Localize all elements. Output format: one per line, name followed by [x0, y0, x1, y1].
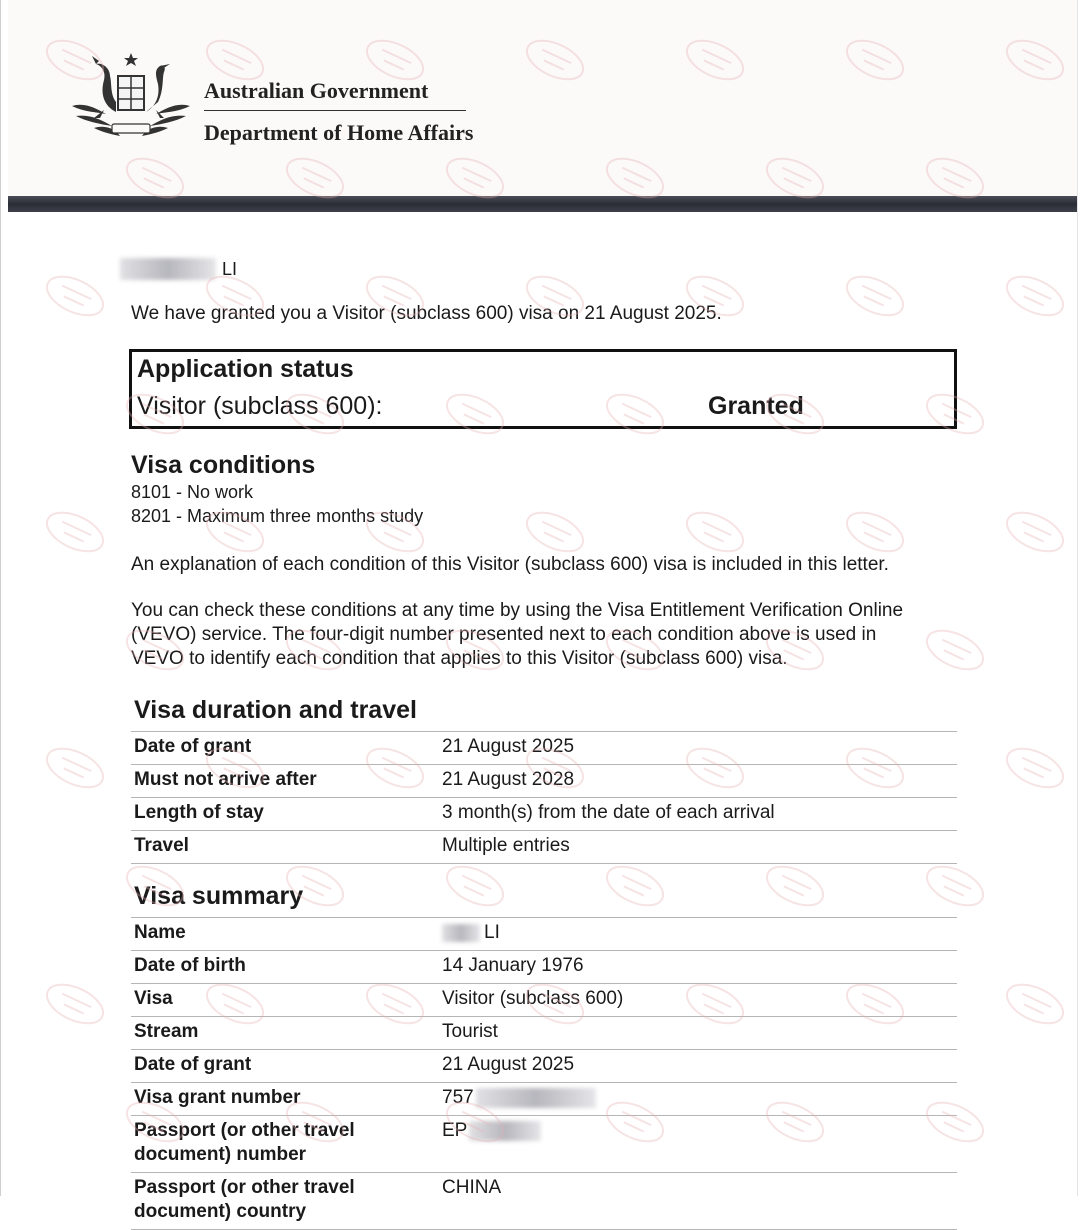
row-value: 21 August 2025: [442, 1054, 575, 1075]
passport-number-prefix: EP: [442, 1120, 468, 1141]
government-name: Australian Government: [204, 78, 429, 103]
table-row: [131, 951, 957, 984]
conditions-list: [131, 480, 423, 528]
name-surname: LI: [484, 922, 500, 943]
row-value: [436, 1116, 957, 1173]
visa-duration-heading: Visa duration and travel: [134, 696, 417, 724]
row-label: Passport (or other travel document) number: [134, 1120, 355, 1165]
watermark-mark: [41, 977, 109, 1031]
watermark-mark: [921, 623, 989, 677]
table-row: [131, 765, 957, 798]
row-value: Multiple entries: [442, 835, 570, 856]
watermark-mark: [921, 859, 989, 913]
summary-table: [131, 917, 957, 1230]
table-row: [131, 1173, 957, 1230]
row-label: Visa grant number: [134, 1087, 301, 1108]
watermark-mark: [681, 505, 749, 559]
condition-item: 8201 - Maximum three months study: [131, 506, 424, 526]
watermark-mark: [41, 505, 109, 559]
watermark-mark: [441, 859, 509, 913]
addressee-name: [120, 258, 237, 280]
row-label: Date of grant: [134, 736, 252, 757]
watermark-mark: [761, 859, 829, 913]
coat-of-arms-icon: [66, 50, 196, 148]
watermark-mark: [1001, 741, 1069, 795]
watermark-mark: [41, 269, 109, 323]
row-value: Visitor (subclass 600): [442, 988, 624, 1009]
watermark-mark: [601, 859, 669, 913]
table-row: [131, 1083, 957, 1116]
row-label: Must not arrive after: [134, 769, 317, 790]
status-value: Granted: [708, 392, 804, 420]
application-status-box: [129, 349, 957, 429]
watermark-mark: [1001, 505, 1069, 559]
letterhead-rule-bar: [8, 196, 1078, 212]
table-row: [131, 1017, 957, 1050]
row-label: Date of grant: [134, 1054, 252, 1075]
row-value: 14 January 1976: [442, 955, 584, 976]
watermark-mark: [841, 505, 909, 559]
row-label: Name: [134, 922, 186, 943]
status-visa-label: Visitor (subclass 600):: [137, 392, 383, 420]
watermark-mark: [41, 741, 109, 795]
redacted-given-name: [442, 924, 480, 942]
visa-conditions-heading: Visa conditions: [131, 451, 316, 479]
watermark-mark: [1001, 269, 1069, 323]
row-label: Visa: [134, 988, 173, 1009]
vevo-paragraph: [131, 599, 903, 671]
table-row: [131, 918, 957, 951]
row-value: [436, 1083, 957, 1116]
table-row: [131, 1050, 957, 1083]
watermark-mark: [841, 269, 909, 323]
table-row: [131, 831, 957, 864]
row-label: Length of stay: [134, 802, 264, 823]
grant-number-prefix: 757: [442, 1087, 474, 1108]
visa-summary-heading: Visa summary: [134, 882, 304, 910]
table-row: [131, 798, 957, 831]
row-value: 21 August 2028: [442, 769, 575, 790]
row-value: Tourist: [442, 1021, 498, 1042]
row-label: Passport (or other travel document) country: [134, 1177, 355, 1222]
condition-item: 8101 - No work: [131, 482, 254, 502]
table-row: [131, 984, 957, 1017]
status-title: Application status: [137, 355, 354, 383]
vevo-line: (VEVO) service. The four-digit number presented next to each condition above is used in: [131, 624, 877, 645]
redacted-given-name: [120, 258, 216, 280]
grant-statement: We have granted you a Visitor (subclass 600) visa on 21 August 2025.: [131, 303, 722, 324]
row-label: Date of birth: [134, 955, 246, 976]
vevo-line: You can check these conditions at any time by using the Visa Entitlement Verification Online: [131, 600, 904, 621]
department-name: Department of Home Affairs: [204, 120, 474, 145]
row-label: Travel: [134, 835, 189, 856]
table-row: [131, 1116, 957, 1173]
row-value: 21 August 2025: [442, 736, 575, 757]
row-value: CHINA: [442, 1177, 502, 1198]
redacted-grant-number: [476, 1088, 596, 1108]
watermark-mark: [1001, 977, 1069, 1031]
watermark-mark: [521, 505, 589, 559]
letterhead-divider: [204, 110, 466, 111]
row-value: [436, 918, 957, 951]
vevo-line: VEVO to identify each condition that applies to this Visitor (subclass 600) visa.: [131, 648, 788, 669]
addressee-surname: LI: [222, 258, 238, 279]
conditions-explanation: An explanation of each condition of this Visitor (subclass 600) visa is included in this letter.: [131, 554, 889, 575]
duration-table: [131, 731, 957, 864]
redacted-passport-number: [469, 1121, 541, 1141]
table-row: [131, 732, 957, 765]
row-value: 3 month(s) from the date of each arrival: [442, 802, 775, 823]
row-label: Stream: [134, 1021, 199, 1042]
